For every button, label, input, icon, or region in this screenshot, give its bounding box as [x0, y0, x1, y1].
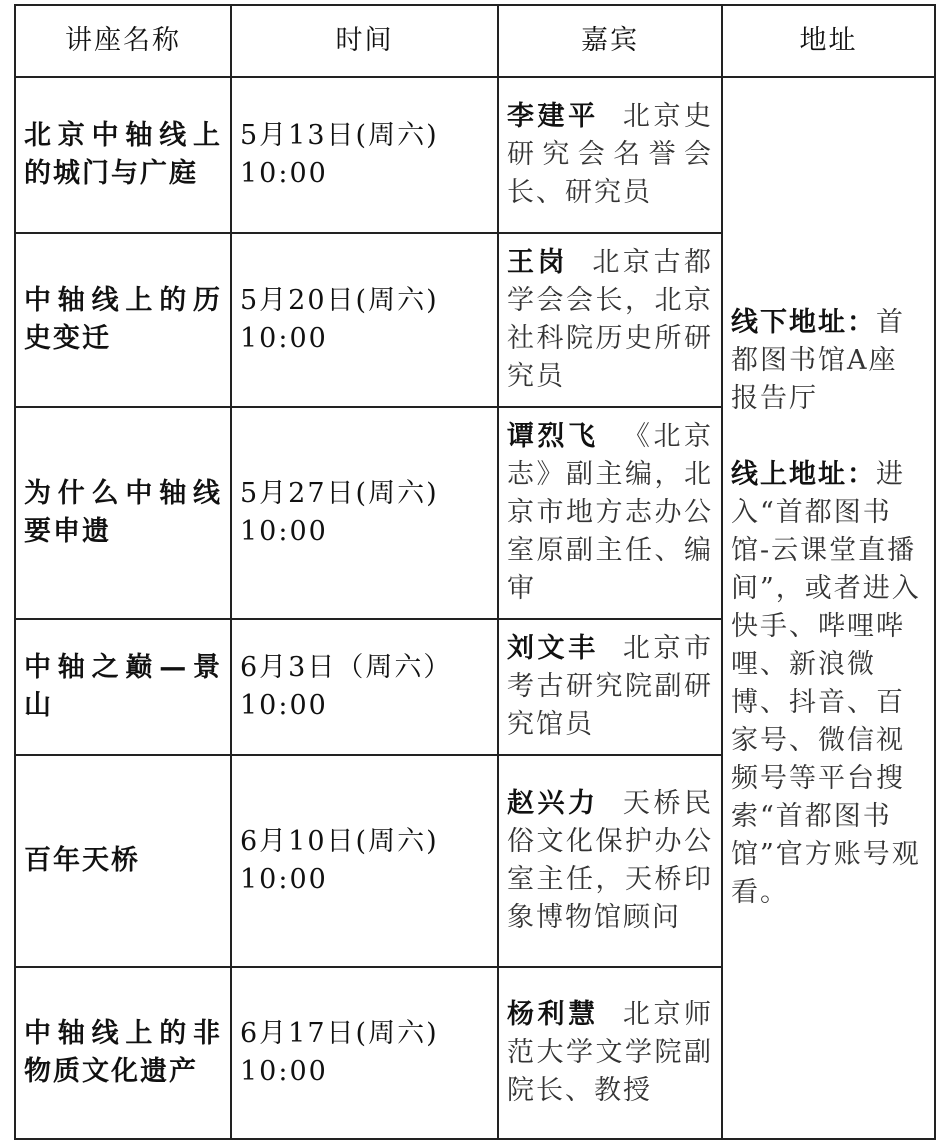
lecture-date: 6月17日(周六): [240, 1018, 439, 1049]
offline-address: [731, 304, 926, 418]
guest-cell: [498, 233, 722, 407]
guest-name: 王岗: [507, 247, 569, 278]
guest-cell: [498, 755, 722, 967]
guest-title: 北京市考古研究院副研究馆员: [507, 633, 713, 740]
guest-name: 杨利慧: [507, 999, 599, 1030]
guest-name: 谭烈飞: [507, 421, 599, 452]
lecture-clock: 10:00: [240, 864, 328, 895]
lecture-time: [231, 233, 498, 407]
lecture-schedule-table: [14, 4, 936, 1140]
guest-cell: [498, 967, 722, 1139]
lecture-time: [231, 619, 498, 755]
guest-cell: [498, 619, 722, 755]
lecture-date: 5月13日(周六): [240, 120, 439, 151]
lecture-date: 5月20日(周六): [240, 285, 439, 316]
guest-title: 天桥民俗文化保护办公室主任，天桥印象博物馆顾问: [507, 788, 713, 933]
online-address-label: 线上地址：: [731, 459, 876, 490]
lecture-name: 中轴线上的历史变迁: [15, 233, 231, 407]
guest-name: 刘文丰: [507, 633, 599, 664]
lecture-clock: 10:00: [240, 158, 328, 189]
header-address: 地址: [722, 5, 935, 77]
lecture-clock: 10:00: [240, 323, 328, 354]
lecture-time: [231, 77, 498, 233]
lecture-name: 百年天桥: [15, 755, 231, 967]
lecture-time: [231, 755, 498, 967]
guest-cell: [498, 77, 722, 233]
lecture-clock: 10:00: [240, 516, 328, 547]
header-guest: 嘉宾: [498, 5, 722, 77]
lecture-name: 中轴之巅—景山: [15, 619, 231, 755]
offline-address-text: 首都图书馆A座报告厅: [731, 307, 905, 414]
guest-cell: [498, 407, 722, 619]
guest-name: 赵兴力: [507, 788, 599, 819]
lecture-name: 中轴线上的非物质文化遗产: [15, 967, 231, 1139]
table-row: [15, 77, 935, 233]
offline-address-label: 线下地址：: [731, 307, 876, 338]
lecture-date: 6月10日(周六): [240, 826, 439, 857]
guest-title: 北京史研究会名誉会长、研究员: [507, 101, 713, 208]
lecture-date: 5月27日(周六): [240, 478, 439, 509]
lecture-time: [231, 407, 498, 619]
header-time: 时间: [231, 5, 498, 77]
lecture-date: 6月3日（周六）: [240, 652, 453, 683]
guest-name: 李建平: [507, 101, 599, 132]
guest-title: 北京师范大学文学院副院长、教授: [507, 999, 713, 1106]
header-row: [15, 5, 935, 77]
address-cell: [722, 77, 935, 1139]
guest-title: 《北京志》副主编，北京市地方志办公室原副主任、编审: [507, 421, 713, 604]
lecture-clock: 10:00: [240, 1056, 328, 1087]
online-address-text: 进入“首都图书馆-云课堂直播间”，或者进入快手、哔哩哔哩、新浪微博、抖音、百家号、微信视频号等平台搜索“首都图书馆”官方账号观看。: [731, 459, 921, 908]
lecture-time: [231, 967, 498, 1139]
header-lecture-name: 讲座名称: [15, 5, 231, 77]
lecture-name: 为什么中轴线要申遗: [15, 407, 231, 619]
lecture-name: 北京中轴线上的城门与广庭: [15, 77, 231, 233]
guest-title: 北京古都学会会长，北京社科院历史所研究员: [507, 247, 713, 392]
address-spacer: [731, 418, 926, 456]
lecture-clock: 10:00: [240, 690, 328, 721]
online-address: [731, 456, 926, 912]
